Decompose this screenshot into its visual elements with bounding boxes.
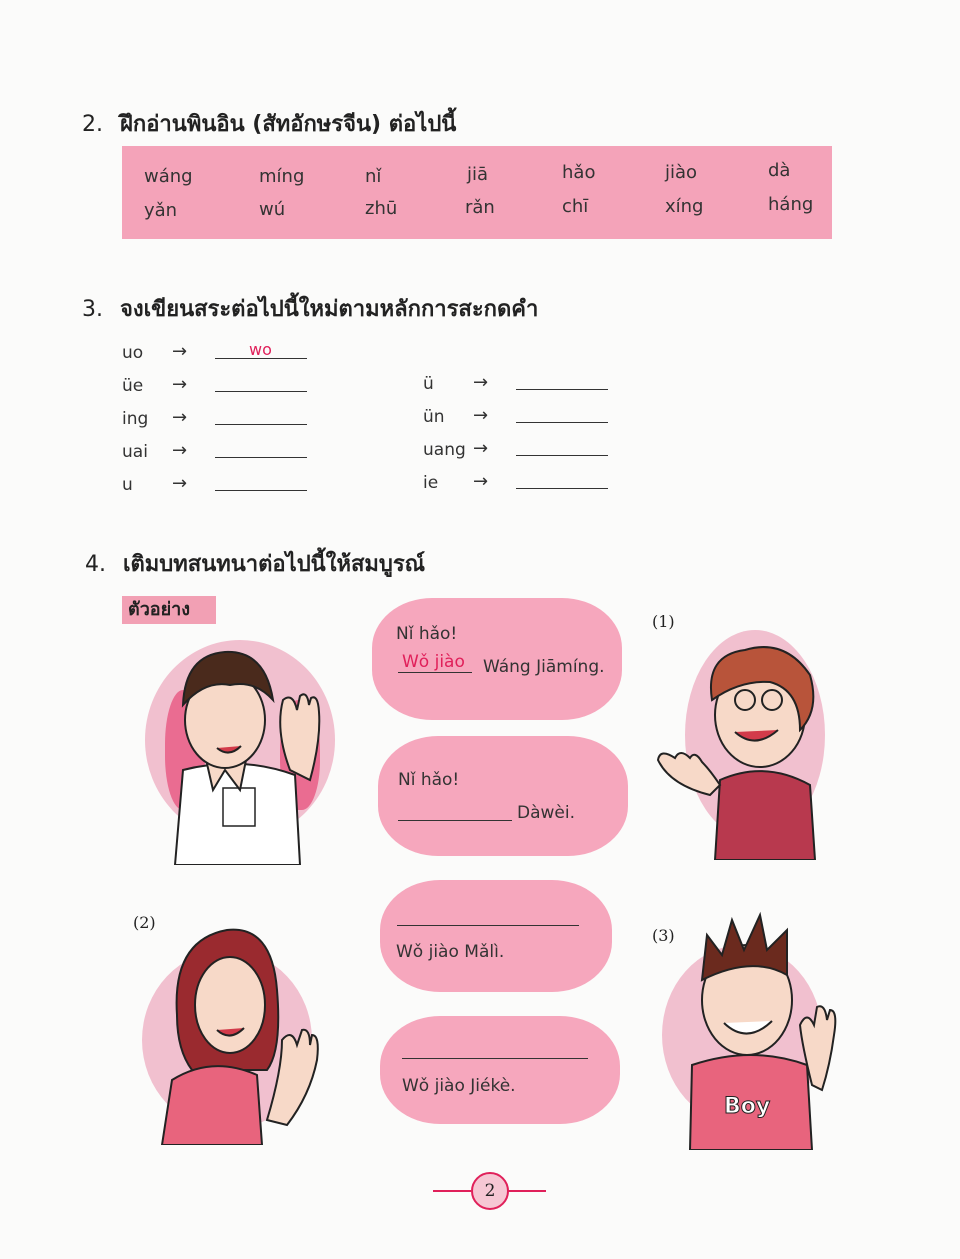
pinyin-word: zhū: [365, 198, 398, 219]
vowel-label: u: [122, 475, 133, 495]
arrow-icon: →: [172, 407, 188, 428]
section-4-heading: [85, 546, 425, 581]
character-label: (3): [652, 926, 675, 945]
vowel-label: ün: [423, 407, 445, 427]
vowel-label: uang: [423, 440, 466, 460]
pinyin-word: nǐ: [365, 166, 382, 187]
arrow-icon: →: [172, 341, 188, 362]
bubble-text: Dàwèi.: [517, 803, 575, 823]
pinyin-word: míng: [259, 166, 305, 187]
example-boy-illustration: [125, 630, 335, 865]
answer-line[interactable]: [215, 490, 307, 491]
vowel-label: ing: [122, 409, 149, 429]
example-tag: ตัวอย่าง: [122, 596, 216, 624]
answer-line[interactable]: [215, 424, 307, 425]
bubble-text: Wǒ jiào Mǎlì.: [396, 942, 505, 962]
pinyin-word: hǎo: [562, 162, 596, 183]
page-number-line: [508, 1190, 546, 1192]
speech-bubble: [380, 880, 612, 992]
pinyin-box: [122, 146, 832, 239]
fill-in-line[interactable]: [397, 925, 579, 926]
arrow-icon: →: [473, 405, 489, 426]
vowel-label: ü: [423, 374, 434, 394]
bubble-text: Wǒ jiào Jiékè.: [402, 1076, 516, 1096]
section-title: ฝึกอ่านพินอิน (สัทอักษรจีน) ต่อไปนี้: [120, 112, 457, 137]
fill-in-line[interactable]: [402, 1058, 588, 1059]
character-2-illustration: [132, 920, 322, 1145]
answer-line[interactable]: [516, 389, 608, 390]
bubble-greeting: Nǐ hǎo!: [396, 624, 458, 644]
section-title: เติมบทสนทนาต่อไปนี้ให้สมบูรณ์: [123, 552, 426, 577]
pinyin-word: jiā: [467, 164, 489, 185]
bubble-greeting: Nǐ hǎo!: [398, 770, 460, 790]
section-3-heading: [82, 291, 538, 326]
section-number: 2.: [82, 112, 103, 137]
page-number-line: [433, 1190, 471, 1192]
section-number: 4.: [85, 552, 106, 577]
arrow-icon: →: [172, 473, 188, 494]
answer-line[interactable]: [215, 457, 307, 458]
section-number: 3.: [82, 297, 103, 322]
arrow-icon: →: [172, 374, 188, 395]
answer-line: [398, 672, 472, 673]
bubble-text: Wáng Jiāmíng.: [483, 657, 605, 677]
boy-figure: [125, 630, 335, 865]
page-number: 2: [471, 1172, 509, 1210]
arrow-icon: →: [473, 372, 489, 393]
spiky-boy-figure: [662, 905, 842, 1150]
vowel-label: uo: [122, 343, 144, 363]
pinyin-word: xíng: [665, 196, 704, 217]
section-2-heading: [82, 106, 456, 141]
arrow-icon: →: [172, 440, 188, 461]
vowel-label: uai: [122, 442, 148, 462]
pinyin-word: chī: [562, 196, 589, 217]
section-title: จงเขียนสระต่อไปนี้ใหม่ตามหลักการสะกดคำ: [120, 297, 539, 322]
character-3-illustration: [662, 905, 842, 1150]
curly-boy-figure: [650, 620, 830, 860]
pinyin-word: yǎn: [144, 200, 178, 221]
arrow-icon: →: [473, 438, 489, 459]
pinyin-word: wáng: [144, 166, 193, 187]
vowel-label: üe: [122, 376, 144, 396]
fill-in-line[interactable]: [398, 820, 512, 821]
answer-line[interactable]: [215, 391, 307, 392]
example-answer: wo: [249, 340, 272, 359]
shirt-text: Boy: [724, 1094, 771, 1119]
vowel-label: ie: [423, 473, 439, 493]
pinyin-word: dà: [768, 160, 791, 181]
character-label: (1): [652, 612, 675, 631]
answer-line[interactable]: [516, 422, 608, 423]
pinyin-word: wú: [259, 199, 286, 220]
pinyin-word: jiào: [665, 162, 698, 183]
character-label: (2): [133, 913, 156, 932]
answer-line[interactable]: [516, 488, 608, 489]
pinyin-word: háng: [768, 194, 814, 215]
speech-bubble: [378, 736, 628, 856]
pinyin-word: rǎn: [465, 197, 495, 218]
girl-figure: [132, 920, 322, 1145]
arrow-icon: →: [473, 471, 489, 492]
answer-line[interactable]: [215, 358, 307, 359]
speech-bubble: [380, 1016, 620, 1124]
bubble-answer: Wǒ jiào: [402, 652, 465, 672]
character-1-illustration: [650, 620, 830, 860]
answer-line[interactable]: [516, 455, 608, 456]
